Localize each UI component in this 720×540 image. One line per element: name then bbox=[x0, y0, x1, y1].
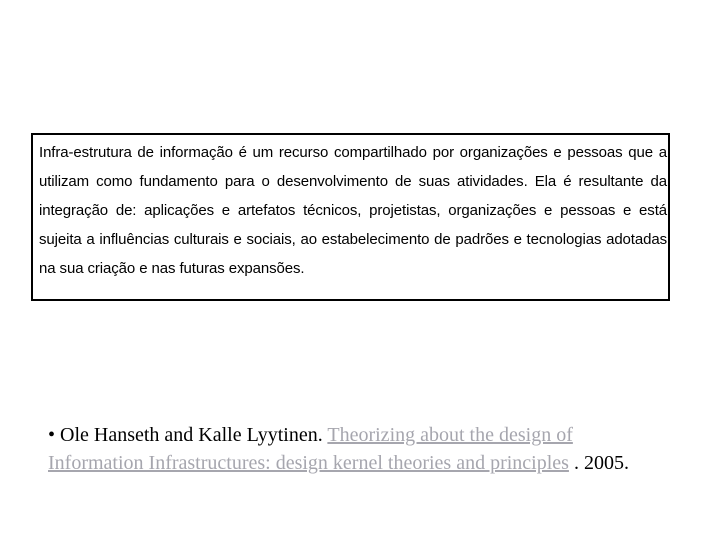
citation-link[interactable]: Theorizing about the design of Information Infrastructures: design kernel theories and principles bbox=[48, 424, 573, 474]
citation-year: . 2005. bbox=[573, 452, 629, 474]
citation-authors: Ole Hanseth and Kalle Lyytinen. bbox=[60, 424, 323, 446]
reference-citation bbox=[48, 421, 648, 477]
bullet-icon: • bbox=[48, 424, 56, 446]
definition-quote-box bbox=[31, 133, 670, 301]
definition-quote-text: Infra-estrutura de informação é um recurso compartilhado por organizações e pessoas que a utilizam como fundamento para o desenvolvimento de suas atividades. Ela é resultante da integração de: aplicações e artefatos técnicos, projetistas, organizações e pessoas e está sujeita a influências culturais e sociais, ao estabelecimento de padrões e tecnologias adotadas na sua criação e nas futuras expansões. bbox=[39, 144, 667, 277]
